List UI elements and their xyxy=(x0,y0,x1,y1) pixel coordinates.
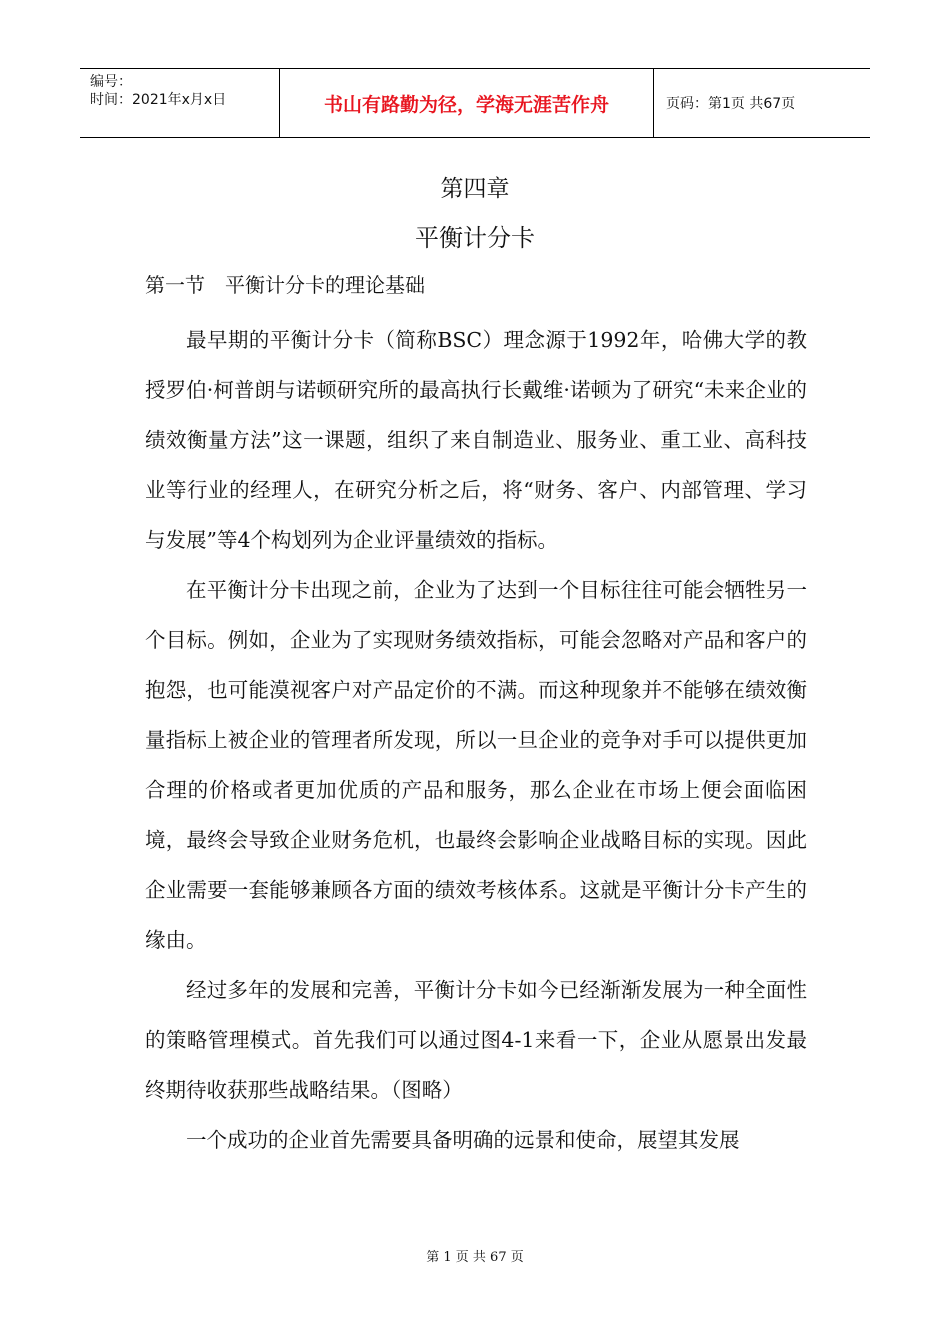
document-date-label: 时间：2021年x月x日 xyxy=(90,92,227,108)
paragraph: 在平衡计分卡出现之前，企业为了达到一个目标往往可能会牺牲另一个目标。例如，企业为了实现财务绩效指标，可能会忽略对产品和客户的抱怨，也可能漠视客户对产品定价的不满。而这种现象并不能够在绩效衡量指标上被企业的管理者所发现，所以一旦企业的竞争对手可以提供更加合理的价格或者更加优质的产品和服务，那么企业在市场上便会面临困境，最终会导致企业财务危机，也最终会影响企业战略目标的实现。因此企业需要一套能够兼顾各方面的绩效考核体系。这就是平衡计分卡产生的缘由。 xyxy=(145,578,807,952)
paragraph: 经过多年的发展和完善，平衡计分卡如今已经渐渐发展为一种全面性的策略管理模式。首先我们可以通过图4-1来看一下，企业从愿景出发最终期待收获那些战略结果。（图略） xyxy=(145,978,807,1102)
paragraph: 一个成功的企业首先需要具备明确的远景和使命，展望其发展 xyxy=(186,1128,740,1152)
header-meta xyxy=(80,69,280,137)
header-page-info: 页码：第1页 共67页 xyxy=(666,96,796,112)
body-text xyxy=(145,315,807,1165)
section-heading: 第一节 平衡计分卡的理论基础 xyxy=(145,273,425,297)
page-footer: 第 1 页 共 67 页 xyxy=(426,1250,524,1265)
page-header xyxy=(80,68,870,138)
chapter-subtitle: 平衡计分卡 xyxy=(415,224,535,252)
document-number-label: 编号： xyxy=(90,74,132,90)
paragraph: 最早期的平衡计分卡（简称BSC）理念源于1992年，哈佛大学的教授罗伯·柯普朗与诺顿研究所的最高执行长戴维·诺顿为了研究“未来企业的绩效衡量方法”这一课题，组织了来自制造业、服务业、重工业、高科技业等行业的经理人，在研究分析之后，将“财务、客户、内部管理、学习与发展”等4个构划列为企业评量绩效的指标。 xyxy=(145,328,807,552)
chapter-title: 第四章 xyxy=(440,176,510,202)
header-motto: 书山有路勤为径，学海无涯苦作舟 xyxy=(280,69,654,137)
